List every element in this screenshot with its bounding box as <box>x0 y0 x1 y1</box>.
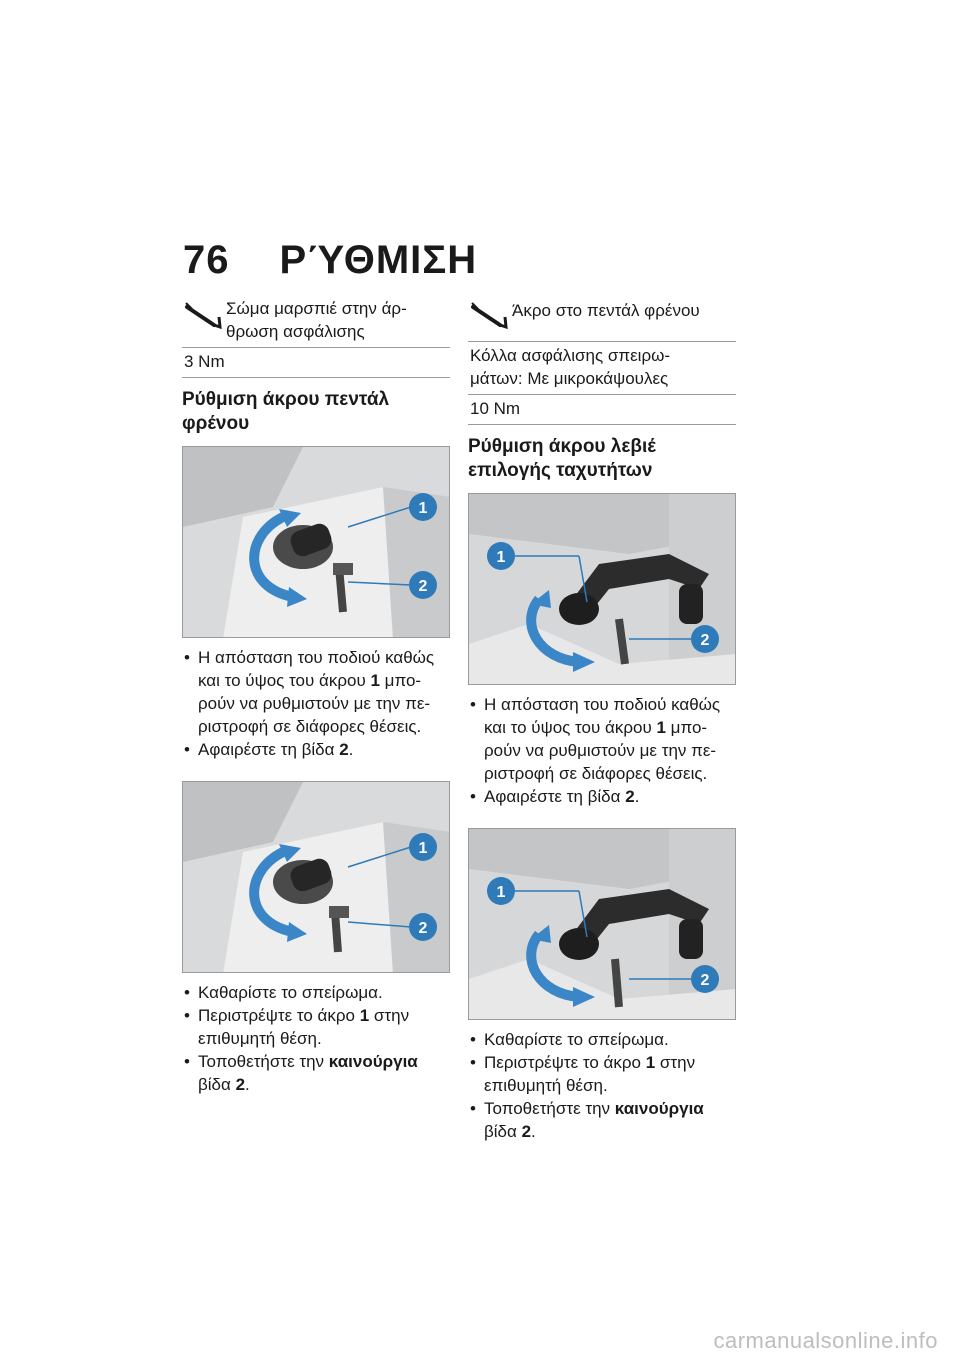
spec-note-cont: μάτων: Με μικροκάψουλες <box>470 369 669 388</box>
list-item: • Τοποθετήστε την καινούργια βίδα 2. <box>468 1097 736 1143</box>
section-heading: Ρύθμιση άκρου λεβιέ επιλογής ταχυτήτων <box>468 436 656 481</box>
spec-label: Σώμα μαρσπιέ στην άρ- <box>226 299 407 318</box>
page-number: 76 <box>183 238 230 282</box>
brake-pedal-figure-2 <box>182 781 450 973</box>
page-title: ΡΎΘΜΙΣΗ <box>279 238 478 282</box>
left-column <box>182 295 450 1096</box>
callout-2: 2 <box>418 578 428 595</box>
brake-pedal-figure-1 <box>182 446 450 638</box>
list-item: • Τοποθετήστε την καινούργια βίδα 2. <box>182 1050 450 1096</box>
list-item: • Περιστρέψτε το άκρο 1 στην επιθυμητή θέση. <box>182 1004 450 1050</box>
spec-value: 3 Nm <box>182 348 450 378</box>
shift-lever-figure-1 <box>468 493 736 685</box>
callout-1: 1 <box>496 884 506 901</box>
callout-1: 1 <box>418 500 428 517</box>
list-item: • Αφαιρέστε τη βίδα 2. <box>468 785 736 808</box>
torque-spec-table <box>468 295 736 425</box>
section-heading: Ρύθμιση άκρου πεντάλ φρένου <box>182 389 390 434</box>
callout-2: 2 <box>418 920 428 937</box>
spec-note: Κόλλα ασφάλισης σπειρω- <box>470 346 671 365</box>
right-column <box>468 295 736 1143</box>
torque-wrench-icon <box>470 297 512 337</box>
callout-1: 1 <box>418 840 428 857</box>
list-item: • Η απόσταση του ποδιού καθώς και το ύψος του άκρου 1 μπο- ρούν να ρυθμιστούν με την πε- ριστροφή σε διάφορες θέσεις. <box>468 693 736 785</box>
callout-2: 2 <box>700 632 710 649</box>
steps-list-1 <box>468 693 736 808</box>
list-item: • Περιστρέψτε το άκρο 1 στην επιθυμητή θέση. <box>468 1051 736 1097</box>
watermark: carmanualsonline.info <box>713 1328 938 1353</box>
steps-list-1 <box>182 646 450 761</box>
list-item: • Η απόσταση του ποδιού καθώς και το ύψος του άκρου 1 μπο- ρούν να ρυθμιστούν με την πε- ριστροφή σε διάφορες θέσεις. <box>182 646 450 738</box>
list-item: • Καθαρίστε το σπείρωμα. <box>182 981 450 1004</box>
callout-1: 1 <box>496 549 506 566</box>
list-item: • Καθαρίστε το σπείρωμα. <box>468 1028 736 1051</box>
page-header <box>183 238 477 283</box>
list-item: • Αφαιρέστε τη βίδα 2. <box>182 738 450 761</box>
steps-list-2 <box>182 981 450 1096</box>
torque-spec-table <box>182 295 450 378</box>
shift-lever-figure-2 <box>468 828 736 1020</box>
steps-list-2 <box>468 1028 736 1143</box>
spec-value: 10 Nm <box>468 395 736 425</box>
spec-label-cont: θρωση ασφάλισης <box>226 322 365 341</box>
torque-wrench-icon <box>184 297 226 337</box>
spec-label: Άκρο στο πεντάλ φρένου <box>512 301 700 320</box>
callout-2: 2 <box>700 972 710 989</box>
